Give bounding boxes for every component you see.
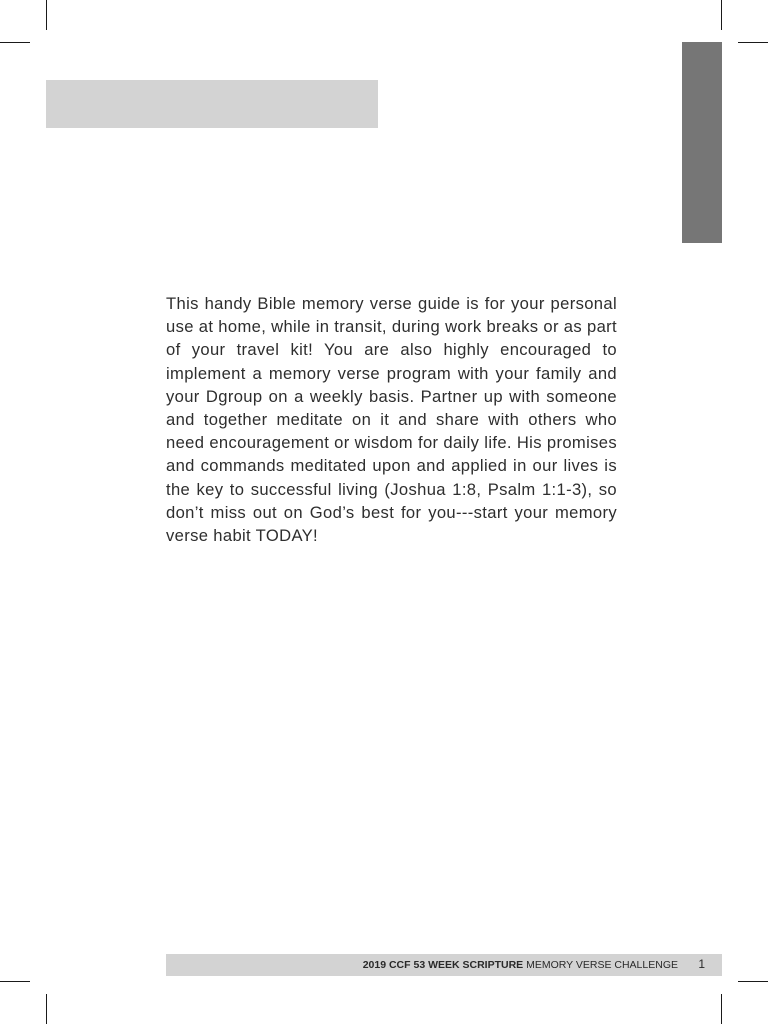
crop-mark-bottom-right-horizontal [738,981,768,982]
title-bar [46,80,378,128]
crop-mark-top-left-vertical [46,0,47,30]
crop-mark-top-right-horizontal [738,42,768,43]
intro-paragraph: This handy Bible memory verse guide is for your personal use at home, while in transit, during work breaks or as part of your travel kit! You are also highly encouraged to implement a memory verse program with your family and your Dgroup on a weekly basis. Partner up with someone and together meditate on it and share with others who need encouragement or wisdom for daily life. His promises and commands meditated upon and applied in our lives is the key to successful living (Joshua 1:8, Psalm 1:1-3), so don’t miss out on God’s best for you---start your memory verse habit TODAY! [166,294,617,546]
crop-mark-top-left-horizontal [0,42,30,43]
crop-mark-bottom-left-horizontal [0,981,30,982]
crop-mark-bottom-left-vertical [46,994,47,1024]
crop-mark-top-right-vertical [721,0,722,30]
side-tab [682,42,722,243]
page-footer [166,954,722,976]
footer-title-bold: 2019 CCF 53 WEEK SCRIPTURE [362,959,524,971]
footer-title [363,957,678,973]
footer-title-regular: MEMORY VERSE CHALLENGE [523,959,678,971]
crop-mark-bottom-right-vertical [721,994,722,1024]
page-number: 1 [698,957,705,971]
